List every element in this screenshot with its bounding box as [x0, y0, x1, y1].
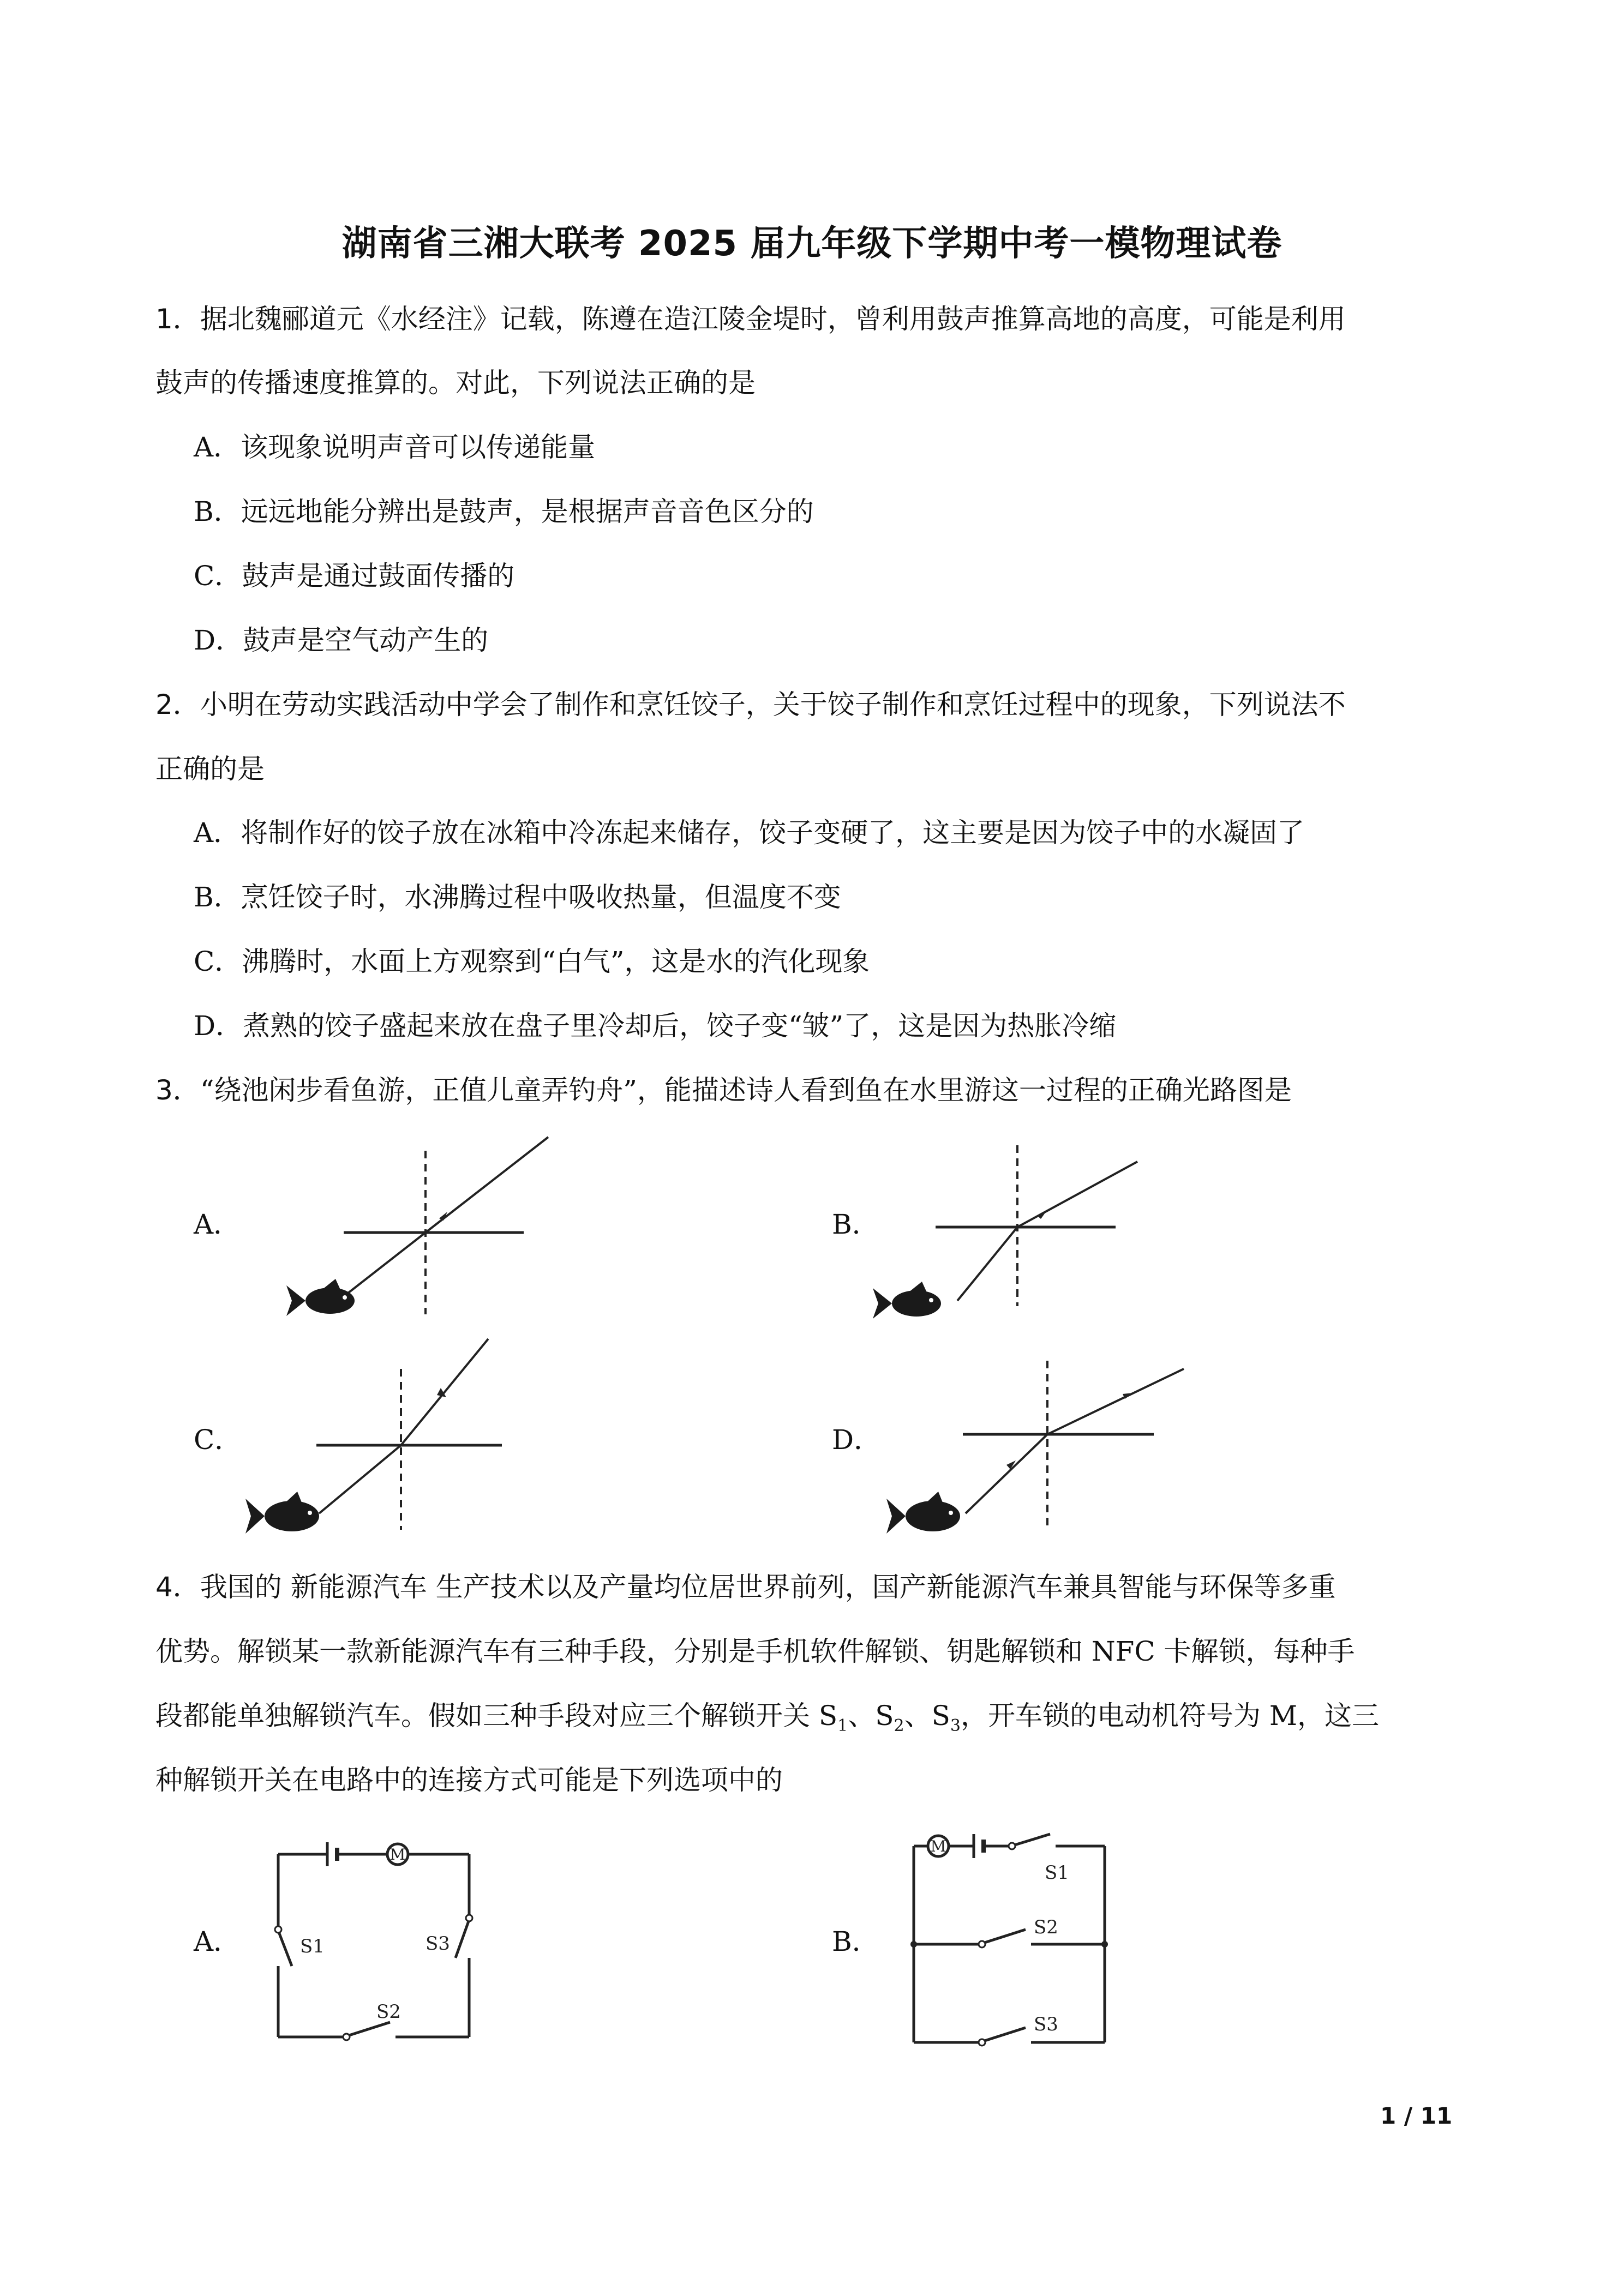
q4-stem-line4: 种解锁开关在电路中的连接方式可能是下列选项中的 [155, 1764, 783, 1796]
light-ray [338, 1233, 426, 1301]
s3-label: S3 [1034, 2013, 1058, 2035]
q1-stem-line1: 1．据北魏郦道元《水经注》记载，陈遵在造江陵金堤时，曾利用鼓声推算高地的高度，可能是利用 [155, 303, 1346, 335]
page-title: 湖南省三湘大联考 2025 届九年级下学期中考一模物理试卷 [341, 224, 1283, 264]
motor-label: M [389, 1846, 406, 1864]
fish-icon [286, 1279, 355, 1316]
s2-label: S2 [376, 2001, 401, 2023]
q3-label-b[interactable]: B． [832, 1209, 879, 1240]
q3-diagram-d[interactable] [873, 1353, 1200, 1549]
light-ray [319, 1445, 401, 1513]
q3-label-c[interactable]: C． [194, 1424, 242, 1456]
fish-icon [886, 1492, 960, 1534]
q2-option-b[interactable]: B．烹饪饺子时，水沸腾过程中吸收热量，但温度不变 [194, 881, 841, 913]
q4-label-b[interactable]: B． [832, 1926, 879, 1957]
fish-icon [873, 1282, 941, 1319]
q4-label-a[interactable]: A． [194, 1926, 241, 1957]
light-ray [401, 1339, 488, 1445]
q3-label-d[interactable]: D． [832, 1424, 882, 1456]
q4-circuit-a[interactable] [262, 1832, 513, 2061]
light-ray [966, 1434, 1047, 1513]
q2-option-c[interactable]: C．沸腾时，水面上方观察到“白气”，这是水的汽化现象 [194, 946, 870, 977]
q2-option-a[interactable]: A．将制作好的饺子放在冰箱中冷冻起来储存，饺子变硬了，这主要是因为饺子中的水凝固了 [194, 817, 1305, 849]
q2-stem-line1: 2．小明在劳动实践活动中学会了制作和烹饪饺子，关于饺子制作和烹饪过程中的现象，下列说法不 [155, 689, 1346, 720]
s1-label: S1 [1045, 1862, 1069, 1884]
q2-stem-line2: 正确的是 [155, 753, 265, 785]
switch-s3 [456, 1920, 469, 1958]
q1-option-a[interactable]: A．该现象说明声音可以传递能量 [194, 431, 596, 463]
q4-stem-line1: 4．我国的 新能源汽车 生产技术以及产量均位居世界前列，国产新能源汽车兼具智能与环保等多重 [155, 1571, 1336, 1603]
fish-icon [245, 1492, 319, 1534]
q2-option-d[interactable]: D．煮熟的饺子盛起来放在盘子里冷却后，饺子变“皱”了，这是因为热胀冷缩 [194, 1010, 1117, 1042]
q1-option-d[interactable]: D．鼓声是空气动产生的 [194, 624, 489, 656]
q3-diagram-c[interactable] [235, 1331, 540, 1549]
light-ray [1047, 1369, 1184, 1434]
light-ray [957, 1227, 1017, 1301]
s2-label: S2 [1034, 1916, 1058, 1938]
switch-s1 [278, 1931, 292, 1966]
page-number: 1 / 11 [1380, 2102, 1453, 2129]
arrow-icon [1037, 1211, 1046, 1219]
s3-label: S3 [426, 1933, 450, 1955]
q4-stem-line2: 优势。解锁某一款新能源汽车有三种手段，分别是手机软件解锁、钥匙解锁和 NFC 卡解锁，每种手 [155, 1636, 1355, 1667]
q3-stem: 3．“绕池闲步看鱼游，正值儿童弄钓舟”，能描述诗人看到鱼在水里游这一过程的正确光路图是 [155, 1074, 1292, 1106]
q4-stem-line3: 段都能单独解锁汽车。假如三种手段对应三个解锁开关 $S_1$、$S_2$、$S_3$，开车锁的电动机符号为 M，这三 [155, 1700, 1380, 1735]
q1-option-b[interactable]: B．远远地能分辨出是鼓声，是根据声音音色区分的 [194, 496, 814, 527]
light-ray [1017, 1162, 1137, 1227]
motor-label: M [930, 1837, 946, 1855]
q3-label-a[interactable]: A． [194, 1209, 241, 1240]
q4-circuit-b[interactable] [895, 1824, 1124, 2064]
q3-diagram-a[interactable] [262, 1129, 567, 1336]
q1-stem-line2: 鼓声的传播速度推算的。对此，下列说法正确的是 [155, 367, 756, 399]
q1-option-c[interactable]: C．鼓声是通过鼓面传播的 [194, 560, 515, 592]
q3-diagram-b[interactable] [873, 1137, 1178, 1333]
s1-label: S1 [300, 1936, 325, 1957]
